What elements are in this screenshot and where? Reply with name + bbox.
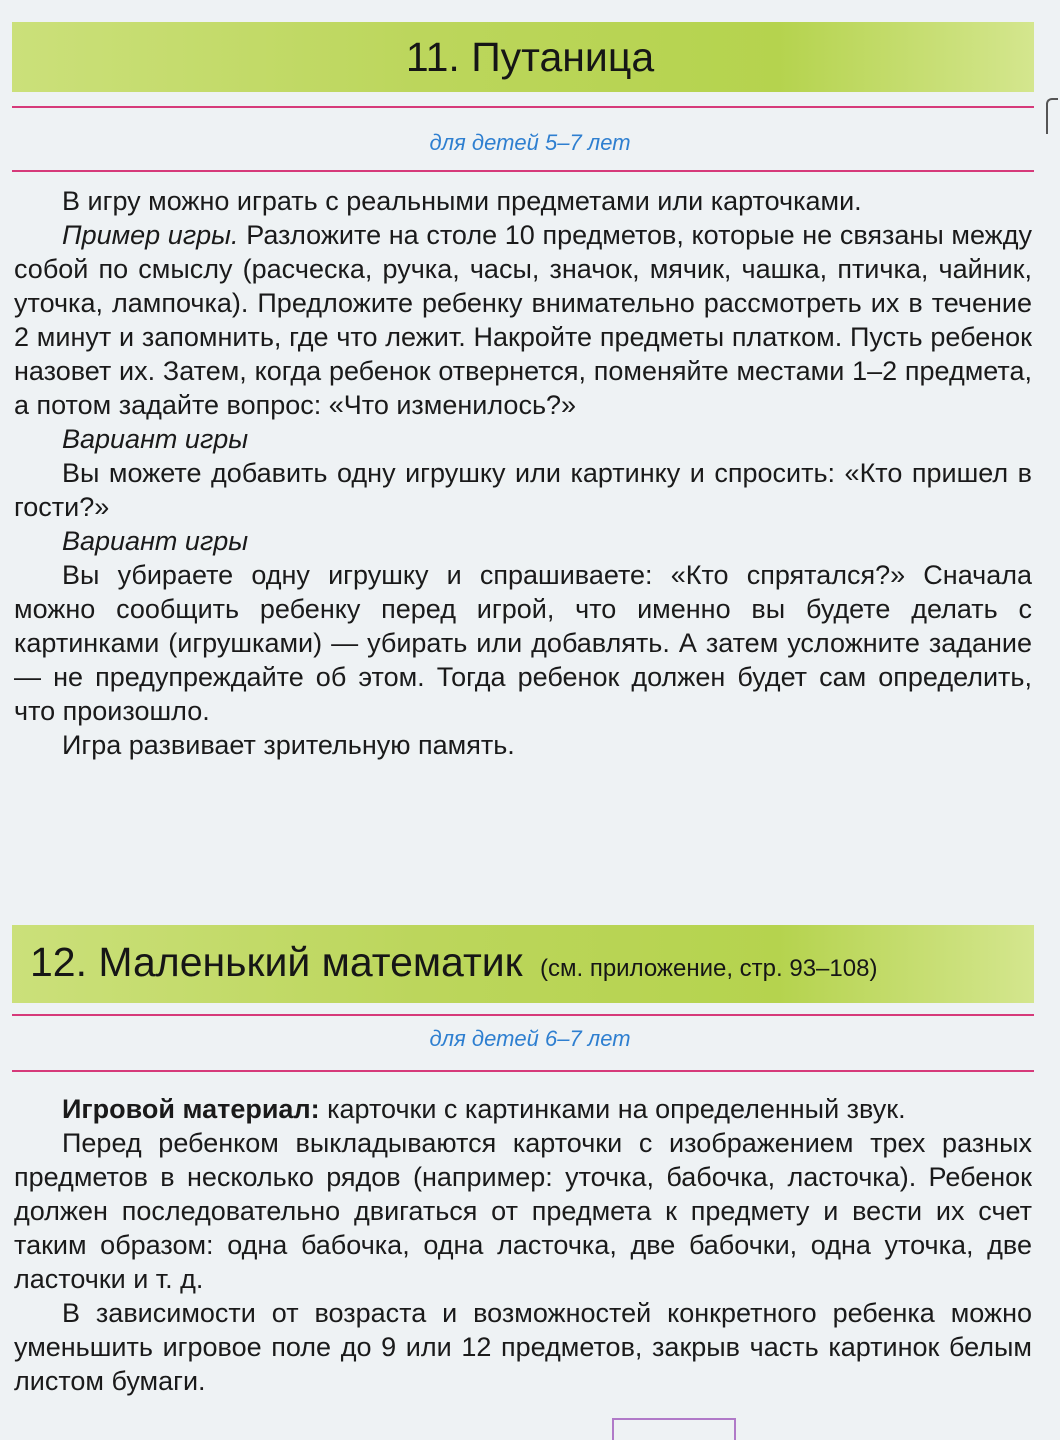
bottom-stamp-edge [612,1418,736,1440]
variant-2-label: Вариант игры [62,526,249,556]
section-12-title-text: 12. Маленький математик [30,939,523,985]
example-paragraph [14,218,1032,422]
material-label: Игровой материал: [62,1094,320,1124]
intro-paragraph: В игру можно играть с реальными предметами или карточками. [62,186,862,216]
margin-mark [1046,98,1058,134]
section-12-body [14,1092,1032,1398]
example-label: Пример игры. [62,220,239,250]
variant-1-label: Вариант игры [62,424,249,454]
variant-2-paragraph: Вы убираете одну игрушку и спрашиваете: «Кто спрятался?» Сначала можно сообщить ребенку перед игрой, что именно вы будете делать с картинками (игрушками) — убирать или добавлять. А затем усложните задание — не предупреждайте об этом. Тогда ребенок должен будет сам определить, что произошло. [14,560,1032,726]
section-12-bottom-rule [12,1070,1034,1072]
section-12-age-label: для детей 6–7 лет [429,1026,631,1051]
section-11-top-rule [12,106,1034,108]
section-11-body [14,184,1032,762]
rules-paragraph: Перед ребенком выкладываются карточки с изображением трех разных предметов в несколько рядов (например: уточка, бабочка, ласточка). Ребенок должен последовательно двигаться от предмета к предмету и вести их счет таким образом: одна бабочка, одна ласточка, две бабочки, одна уточка, две ласточки и т. д. [14,1128,1032,1294]
adaptation-paragraph: В зависимости от возраста и возможностей конкретного ребенка можно уменьшить игровое поле до 9 или 12 предметов, закрыв часть картинок белым листом бумаги. [14,1298,1032,1396]
material-text: карточки с картинками на определенный звук. [327,1094,906,1124]
material-paragraph [14,1092,1032,1126]
conclusion-paragraph: Игра развивает зрительную память. [62,730,515,760]
section-12-title [30,934,877,997]
section-11-age-label: для детей 5–7 лет [429,130,631,155]
section-12-top-rule [12,1014,1034,1016]
section-11-title: 11. Путаница [405,34,655,80]
appendix-reference: (см. приложение, стр. 93–108) [540,955,878,982]
variant-1-paragraph: Вы можете добавить одну игрушку или картинку и спросить: «Кто пришел в гости?» [14,458,1032,522]
section-11-bottom-rule [12,170,1034,172]
example-text: Разложите на столе 10 предметов, которые не связаны между собой по смыслу (расческа, ручка, часы, значок, мячик, чашка, птичка, чайник, уточка, лампочка). Предложите ребенку внимательно рассмотреть их в течение 2 минут и запомнить, где что лежит. Накройте предметы платком. Пусть ребенок назовет их. Затем, когда ребенок отвернется, поменяйте местами 1–2 предмета, а потом задайте вопрос: «Что изменилось?» [14,220,1032,420]
